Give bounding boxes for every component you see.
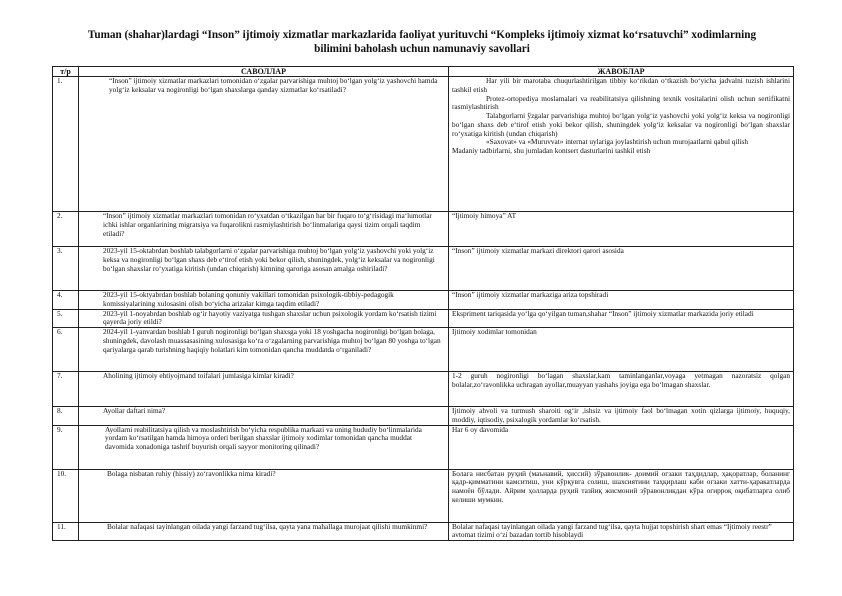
row-question: 2023-yil 15-oktyabrdan boshlab bolaning qonuniy vakillari tomonidan psixologik-tibbiy-pedagogik komissiyalarining xulosasini olish boʻyicha arizalar kimga taqdim etiladi? — [79, 291, 449, 310]
row-answer: 1-2 guruh nogironligi boʻlagan shaxslar,kam taminlanganlar,voyaga yetmagan nazoratsiz qolgan bolalar,zoʻravonlikka uchragan ayollar,muayyan yashahs joyiga ega boʻlmagan shaxslar. — [449, 372, 794, 407]
row-answer — [449, 77, 794, 212]
table-row — [53, 522, 794, 541]
table-row — [53, 77, 794, 212]
title-line-2: bilimini baholash uchun namunaviy savollari — [314, 43, 530, 55]
row-number: 4. — [53, 291, 79, 310]
row-question: Bolalar nafaqasi tayinlangan oilada yangi farzand tugʻilsa, qayta yana mahallaga murojaat qilishi mumkinmi? — [79, 522, 449, 541]
row-number: 5. — [53, 309, 79, 328]
answer-line: Har yili bir marotaba chuqurlashtirilgan tibbiy koʻrikdan oʻtkazish boʻyicha jadvalni tuzish ishlarini tashkil etish — [452, 76, 790, 94]
table-row — [53, 291, 794, 310]
row-number: 10. — [53, 469, 79, 522]
row-number: 9. — [53, 425, 79, 469]
row-number: 2. — [53, 212, 79, 247]
row-answer: Har 6 oy davomida — [449, 425, 794, 469]
document-title — [52, 28, 792, 56]
row-answer: Ijtimoiy ahvoli va turmush sharoiti ogʻir ,ishsiz va ijtimoiy faol boʻlmagan xotin qizlarga ijtimoiy, huquqiy, moddiy, iqtisodiy, psixalogik yordamlar koʻrsatish. — [449, 407, 794, 426]
row-answer: Ijtimoiy xodimlar tomonidan — [449, 328, 794, 372]
table-row — [53, 309, 794, 328]
row-answer: “Ijtimoiy himoya” AT — [449, 212, 794, 247]
table-header-row — [53, 67, 794, 77]
answer-line: Talabgorlarni ўzgalar parvarishiga muhtoj boʻlgan yolgʻiz yashovchi yoki yolgʻiz keksa va nogironligi boʻlgan shaxs deb eʻtirof etish yoki bekor qilish, shuningdek yolgʻiz keksalar va nogironligi boʻlgan shaxslar roʻyxatiga kiritish (undan chiqarish) — [452, 111, 790, 138]
header-answer: ЖАВОБЛАР — [449, 67, 794, 77]
row-number: 6. — [53, 328, 79, 372]
row-question: Bolaga nisbatan ruhiy (hissiy) zoʻravonlikka nima kiradi? — [79, 469, 449, 522]
table-row — [53, 372, 794, 407]
row-question: Ayollar daftari nima? — [79, 407, 449, 426]
row-question: “Inson” ijtimoiy xizmatlar markazlari tomonidan roʻyxatdan oʻtkazilgan har bir fuqaro toʻgʻrisidagi maʻlumotlar ichki ishlar organlarining migratsiya va fuqarolikni rasmiylashtirish boʻlinmalariga qaysi tizim orqali taqdim etiladi? — [79, 212, 449, 247]
table-row — [53, 469, 794, 522]
row-answer: “Inson” ijtimoiy xizmatlar markazi direktori qarori asosida — [449, 247, 794, 291]
row-number: 1. — [53, 77, 79, 212]
row-number: 11. — [53, 522, 79, 541]
row-answer: Bolalar nafaqasi tayinlangan oilada yangi farzand tugʻilsa, qayta hujjat topshirish shart emas “Ijtimoiy reestr” avtomat tizimi oʻzi bazadan tortib hisoblaydi — [449, 522, 794, 541]
table-row — [53, 425, 794, 469]
row-question: 2023-yil 15-oktabrdan boshlab talabgorlarni oʻzgalar parvarishiga muhtoj boʻlgan yolgʻiz yashovchi yoki yolgʻiz keksa va nogironligi boʻlgan shaxs deb eʻtirof etish yoki bekor qilish, shuningdek, yolgʻiz keksalar va nogironligi boʻlgan shaxslar roʻyxatiga kiritish (undan chiqarish) kimning qaroriga asosan amalga oshiriladi? — [79, 247, 449, 291]
table-row — [53, 407, 794, 426]
row-answer: Болага нисбатан руҳий (маънавий, ҳиссий) зўравонлик- доимий огзаки таҳдидлар, ҳақоратлар, боланинг қадр-қимматини камситиш, уни кўрқувга солиш, шахсиятини таҳқирлаш каби огзаки хатти-ҳаракатларда намоён бўлади. Айрим ҳолларда руҳий тазйиқ жисмоний зўравонликдан кўра огирроқ оқибатларга олиб келиши мумкин. — [449, 469, 794, 522]
answer-line: «Saxovat» va «Muruvvat» internat uylariga joylashtirish uchun murojaatlarni qabul qilish — [486, 137, 749, 147]
header-num: т/р — [53, 67, 79, 77]
row-question: 2023-yil 1-noyabrdan boshlab ogʻir hayotiy vaziyatga tushgan shaxslar uchun psixologik yordam koʻrsatish tizimi qayerda joriy etildi? — [79, 309, 449, 328]
answer-line: Madaniy tadbirlarni, shu jumladan kontsert dasturlarini tashkil etish — [452, 146, 651, 155]
row-question: Aholining ijtimoiy ehtiyojmand toifalari jumlasiga kimlar kiradi? — [79, 372, 449, 407]
qa-table — [52, 66, 794, 541]
row-answer: “Inson” ijtimoiy xizmatlar markaziga ariza topshiradi — [449, 291, 794, 310]
table-row — [53, 328, 794, 372]
row-question: Ayollarni reabilitatsiya qilish va moslashtirish boʻyicha respublika markazi va uning hududiy boʻlinmalarida yordam koʻrsatilgan hamda himoya orderi berilgan shaxslar ijtimoiy xodimlar tomonidan qancha muddat davomida xonadoniga tashrif buyurish orqali sayyor monitoring qilinadi? — [79, 425, 449, 469]
title-line-1: Tuman (shahar)lardagi “Inson” ijtimoiy xizmatlar markazlarida faoliyat yurituvchi “Kompleks ijtimoiy xizmat koʻrsatuvchi” xodimlarning — [87, 29, 757, 41]
header-question: САВОЛЛАР — [79, 67, 449, 77]
answer-line: Protez-ortopediya moslamalari va reabilitatsiya qilishning texnik vositalarini olish uchun sertifikatni rasmiylashtirish — [452, 93, 790, 112]
row-number: 3. — [53, 247, 79, 291]
table-row — [53, 212, 794, 247]
row-number: 8. — [53, 407, 79, 426]
row-question: “Inson” ijtimoiy xizmatlar markazlari tomonidan oʻzgalar parvarishiga muhtoj boʻlgan yolgʻiz yashovchi hamda yolgʻiz keksalar va nogironligi boʻlgan shaxslarga qanday xizmatlar koʻrsatiladi? — [79, 77, 449, 212]
row-number: 7. — [53, 372, 79, 407]
row-answer: Ekspriment tariqasida yoʻlga qoʻyilgan tuman,shahar “Inson” ijtimoiy xizmatlar markazida joriy etiladi — [449, 309, 794, 328]
row-question: 2024-yil 1-yanvardan boshlab I guruh nogironligi boʻlgan shaxsga yoki 18 yoshgacha nogironligi boʻlgan bolaga, shuningdek, davolash muassasasining xulosasiga koʻra oʻzgalarning parvarishiga muhtoj boʻlgan 80 yoshga toʻlgan qariyalarga qarab turishning haqiqiy holatlari kim tomonidan qancha muddatda oʻrganiladi? — [79, 328, 449, 372]
table-row — [53, 247, 794, 291]
